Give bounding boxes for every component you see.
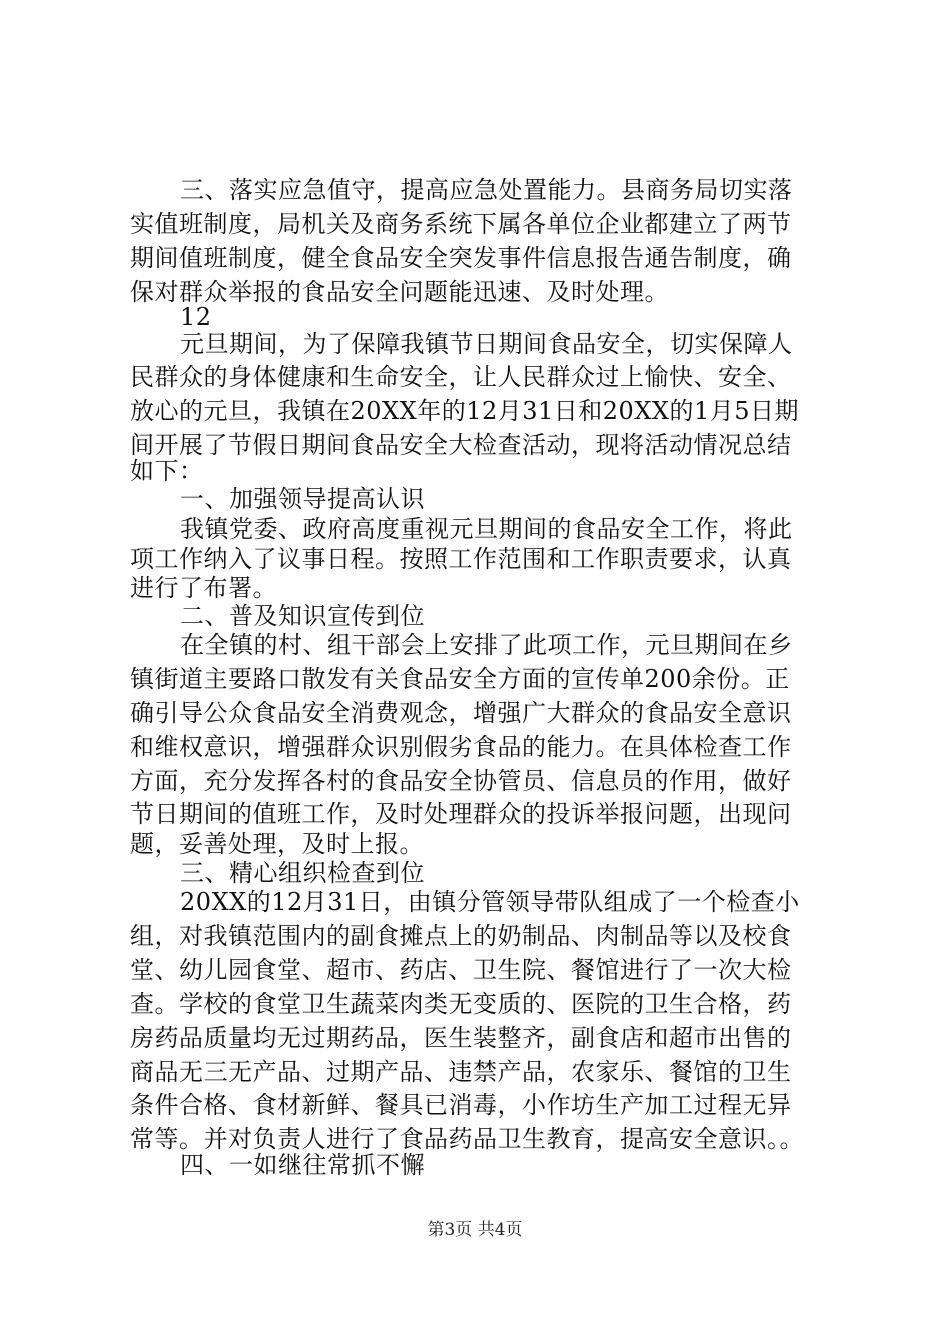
paragraph-line: 保对群众举报的食品安全问题能迅速、及时处理。 <box>130 278 669 306</box>
paragraph-line: 题，妥善处理，及时上报。 <box>130 830 424 858</box>
paragraph-line: 常等。并对负责人进行了食品药品卫生教育，提高安全意识。。 <box>130 1125 804 1153</box>
paragraph-line: 堂、幼儿园食堂、超市、药店、卫生院、餐馆进行了一次大检 <box>130 956 792 984</box>
paragraph-line: 商品无三无产品、过期产品、违禁产品，农家乐、餐馆的卫生 <box>130 1058 792 1086</box>
paragraph-line: 间开展了节假日期间食品安全大检查活动，现将活动情况总结 <box>130 431 792 459</box>
paragraph-line: 方面，充分发挥各村的食品安全协管员、信息员的作用，做好 <box>130 767 792 795</box>
page-number-marker: 12 <box>180 303 212 331</box>
section-heading: 三、精心组织检查到位 <box>180 859 425 887</box>
paragraph-line: 实值班制度，局机关及商务系统下属各单位企业都建立了两节 <box>130 210 792 238</box>
paragraph-line: 元旦期间，为了保障我镇节日期间食品安全，切实保障人 <box>180 330 793 358</box>
paragraph-line: 组，对我镇范围内的副食摊点上的奶制品、肉制品等以及校食 <box>130 922 792 950</box>
paragraph-line: 民群众的身体健康和生命安全，让人民群众过上愉快、安全、 <box>130 363 792 391</box>
paragraph-line: 在全镇的村、组干部会上安排了此项工作，元旦期间在乡 <box>180 631 793 659</box>
paragraph-line: 进行了布署。 <box>130 574 277 602</box>
page-footer: 第3页 共4页 <box>427 1220 523 1240</box>
paragraph-line: 查。学校的食堂卫生蔬菜肉类无变质的、医院的卫生合格，药 <box>130 990 792 1018</box>
paragraph-line: 放心的元旦，我镇在20XX年的12月31日和20XX的1月5日期 <box>130 397 800 425</box>
paragraph-line: 我镇党委、政府高度重视元旦期间的食品安全工作，将此 <box>180 515 793 543</box>
section-heading: 一、加强领导提高认识 <box>180 485 425 513</box>
paragraph-line: 期间值班制度，健全食品安全突发事件信息报告通告制度，确 <box>130 244 792 272</box>
paragraph-line: 和维权意识，增强群众识别假劣食品的能力。在具体检查工作 <box>130 733 792 761</box>
section-heading: 二、普及知识宣传到位 <box>180 602 425 630</box>
paragraph-line: 确引导公众食品安全消费观念，增强广大群众的食品安全意识 <box>130 699 792 727</box>
paragraph-line: 房药品质量均无过期药品，医生装整齐，副食店和超市出售的 <box>130 1024 792 1052</box>
paragraph-line: 如下： <box>130 457 204 485</box>
paragraph-line: 条件合格、食材新鲜、餐具已消毒，小作坊生产加工过程无异 <box>130 1091 792 1119</box>
paragraph-line: 节日期间的值班工作，及时处理群众的投诉举报问题，出现问 <box>130 800 792 828</box>
paragraph-line: 镇街道主要路口散发有关食品安全方面的宣传单200余份。正 <box>130 665 790 693</box>
paragraph-line: 20XX的12月31日，由镇分管领导带队组成了一个检查小 <box>180 888 800 916</box>
paragraph-line: 项工作纳入了议事日程。按照工作范围和工作职责要求，认真 <box>130 545 792 573</box>
section-heading: 四、一如继往常抓不懈 <box>180 1151 425 1179</box>
paragraph-line: 三、落实应急值守，提高应急处置能力。县商务局切实落 <box>180 176 793 204</box>
